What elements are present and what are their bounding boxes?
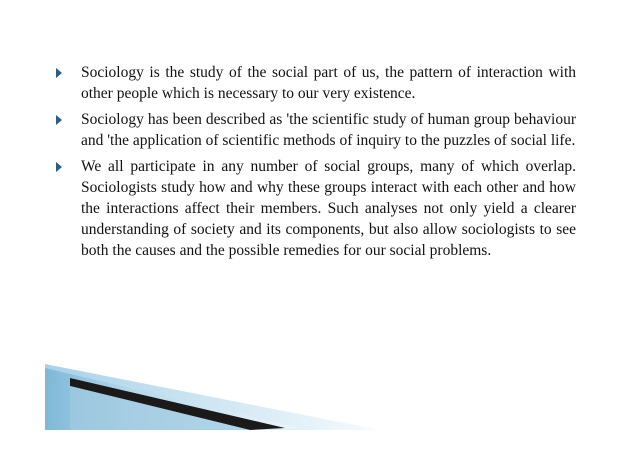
bullet-text: Sociology has been described as 'the scientific study of human group behaviour and 'the application of scientific methods of inquiry to the puzzles of social life. (81, 111, 576, 149)
bullet-item (54, 156, 576, 261)
decorative-wave-graphic (0, 360, 380, 430)
bullet-list (54, 62, 576, 266)
bullet-text: Sociology is the study of the social part of us, the pattern of interaction with other people which is necessary to our very existence. (81, 64, 576, 102)
triangle-bullet-icon (56, 68, 62, 78)
bullet-item (54, 109, 576, 151)
bullet-text: We all participate in any number of social groups, many of which overlap. Sociologists study how and why these groups interact with each other and how the interactions affect their members. Such analyses not only yield a clearer understanding of society and its components, but also allow sociologists to see both the causes and the possible remedies for our social problems. (81, 158, 576, 259)
triangle-bullet-icon (56, 115, 62, 125)
bullet-item (54, 62, 576, 104)
triangle-bullet-icon (56, 162, 62, 172)
